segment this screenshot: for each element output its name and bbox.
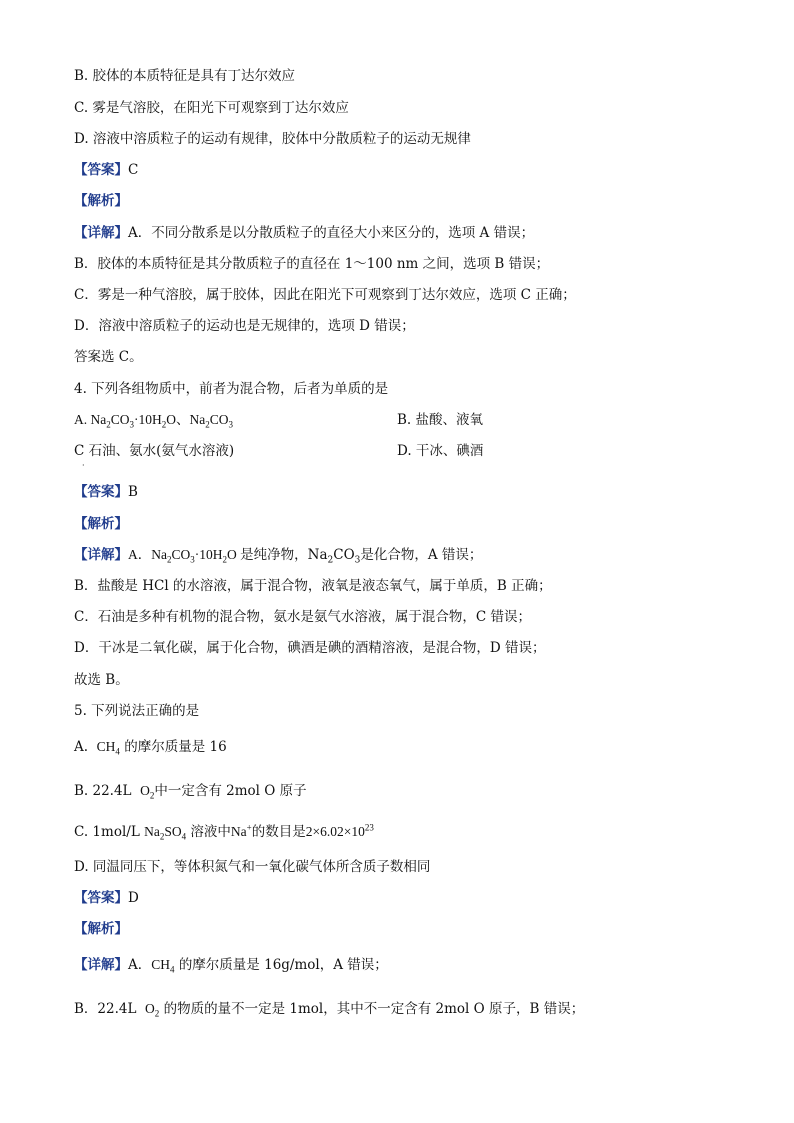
option-text: 中一定含有 2mol O 原子 bbox=[154, 783, 307, 799]
q3-conclusion: 答案选 C。 bbox=[74, 349, 143, 365]
answer-value: B bbox=[128, 484, 138, 500]
q4-conclusion: 故选 B。 bbox=[74, 672, 129, 688]
q3-detail-4: D．溶液中溶质粒子的运动也是无规律的，选项 D 错误； bbox=[74, 318, 415, 334]
option-prefix: B. 22.4L bbox=[74, 783, 132, 799]
detail-prefix: B．22.4L bbox=[74, 1001, 137, 1017]
detail-prefix: A． bbox=[128, 957, 152, 973]
option-prefix: C. 1mol/L bbox=[74, 824, 140, 840]
detail-label: 【详解】 bbox=[74, 957, 128, 973]
q4-option-b: B. 盐酸、液氧 bbox=[397, 412, 484, 428]
q4-stem: 4. 下列各组物质中，前者为混合物，后者为单质的是 bbox=[74, 381, 389, 397]
q5-answer bbox=[74, 888, 139, 908]
q5-option-c: C. 1mol/L $Na_2SO_4$ 溶液中Na+的数目是$2\times 6.02\times 10^{23}$ bbox=[74, 822, 374, 842]
q5-option-b: B. 22.4L $O_2$中一定含有 2mol O 原子 bbox=[74, 783, 307, 801]
answer-label: 【答案】 bbox=[74, 890, 128, 906]
option-text-tail: 的数目是 bbox=[251, 824, 306, 840]
detail-text-end: 是化合物，A 错误； bbox=[360, 547, 483, 563]
q3-analysis-label bbox=[74, 191, 128, 211]
stray-dot: · bbox=[82, 461, 85, 470]
analysis-label: 【解析】 bbox=[74, 516, 128, 532]
option-prefix: A. bbox=[74, 739, 89, 755]
q5-option-d: D. 同温同压下，等体积氮气和一氧化碳气体所含质子数相同 bbox=[74, 859, 431, 875]
q5-stem: 5. 下列说法正确的是 bbox=[74, 703, 200, 719]
q3-option-c: C. 雾是气溶胶，在阳光下可观察到丁达尔效应 bbox=[74, 100, 349, 116]
q4-analysis-label bbox=[74, 514, 128, 534]
q4-option-a: A. $Na_2CO_3\cdot 10H_2O$、$Na_2CO_3$ bbox=[74, 412, 234, 430]
detail-text: 的物质的量不一定是 1mol，其中不一定含有 2mol O 原子，B 错误； bbox=[163, 1001, 585, 1017]
q4-detail-2: B．盐酸是 HCl 的水溶液，属于混合物，液氧是液态氧气，属于单质，B 正确； bbox=[74, 578, 552, 594]
q4-detail-4: D．干冰是二氧化碳，属于化合物，碘酒是碘的酒精溶液，是混合物，D 错误； bbox=[74, 640, 546, 656]
answer-label: 【答案】 bbox=[74, 162, 128, 178]
option-text: 溶液中 bbox=[190, 824, 231, 840]
q5-analysis-label bbox=[74, 919, 128, 939]
option-a-prefix: A. Na bbox=[74, 412, 107, 427]
q3-detail-2: B．胶体的本质特征是其分散质粒子的直径在 1～100 nm 之间，选项 B 错误； bbox=[74, 256, 550, 272]
q4-detail-1: 【详解】A．$Na_2CO_3\cdot 10H_2O$ 是纯净物，$Na_2CO_3$是化合物，A 错误； bbox=[74, 547, 483, 566]
q3-option-b: B. 胶体的本质特征是具有丁达尔效应 bbox=[74, 68, 296, 84]
q4-detail-3: C．石油是多种有机物的混合物，氨水是氨气水溶液，属于混合物，C 错误； bbox=[74, 609, 531, 625]
detail-text: 的摩尔质量是 16g/mol，A 错误； bbox=[178, 957, 388, 973]
analysis-label: 【解析】 bbox=[74, 193, 128, 209]
q4-option-c: C 石油、氨水(氨气水溶液) bbox=[74, 443, 235, 459]
analysis-label: 【解析】 bbox=[74, 921, 128, 937]
detail-text: A．不同分散系是以分散质粒子的直径大小来区分的，选项 A 错误； bbox=[128, 225, 535, 241]
detail-label: 【详解】 bbox=[74, 225, 128, 241]
answer-label: 【答案】 bbox=[74, 484, 128, 500]
q3-detail-1 bbox=[74, 223, 534, 243]
q5-detail-1: 【详解】A．$CH_4$ 的摩尔质量是 16g/mol，A 错误； bbox=[74, 957, 388, 975]
detail-text: 是纯净物，Na bbox=[240, 547, 328, 563]
q3-detail-3: C．雾是一种气溶胶，属于胶体，因此在阳光下可观察到丁达尔效应，选项 C 正确； bbox=[74, 287, 576, 303]
answer-value: D bbox=[128, 890, 139, 906]
option-text: 的摩尔质量是 16 bbox=[124, 739, 227, 755]
answer-value: C bbox=[128, 162, 139, 178]
q3-answer bbox=[74, 160, 138, 180]
q4-answer bbox=[74, 482, 138, 502]
q3-option-d: D. 溶液中溶质粒子的运动有规律，胶体中分散质粒子的运动无规律 bbox=[74, 131, 471, 147]
detail-label: 【详解】 bbox=[74, 547, 128, 563]
q5-option-a: A. $CH_4$ 的摩尔质量是 16 bbox=[74, 739, 227, 757]
q5-detail-2: B．22.4L $O_2$ 的物质的量不一定是 1mol，其中不一定含有 2mol O 原子，B 错误； bbox=[74, 1001, 585, 1019]
q4-option-d: D. 干冰、碘酒 bbox=[397, 443, 484, 459]
